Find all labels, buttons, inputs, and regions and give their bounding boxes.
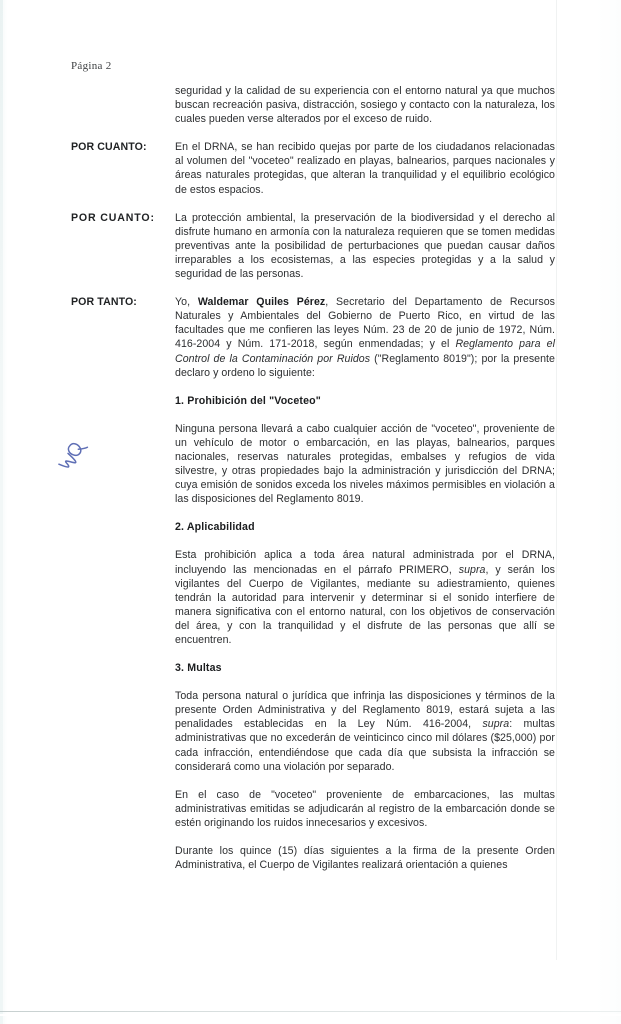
section-paragraph: Ninguna persona llevará a cabo cualquier acción de "voceteo", proveniente de un vehículo de motor o embarcación, en las playas, balnearios, parques nacionales, reservas naturales protegidas, embalses y refugios de vida silvestre, y otras propiedades bajo la administración y jurisdicción del DRNA; cuya emisión de sonidos exceda los niveles máximos permisibles en violación a las disposiciones del Reglamento 8019.	[175, 422, 555, 506]
page-header-number: Página 2	[71, 60, 112, 72]
section-paragraph: Durante los quince (15) días siguientes a la firma de la presente Orden Administrativa, el Cuerpo de Vigilantes realizará orientación a quienes	[175, 845, 555, 872]
clause-label: POR CUANTO:	[71, 211, 155, 224]
section-heading: 3. Multas	[175, 662, 222, 675]
clause-text	[175, 295, 555, 380]
section-paragraph	[175, 548, 555, 647]
document-body	[71, 84, 555, 886]
section-heading: 2. Aplicabilidad	[175, 521, 255, 534]
para-before-italic: Esta prohibición aplica a toda área natural administrada por el DRNA, incluyendo las mencionadas en el párrafo PRIMERO,	[175, 549, 555, 576]
paragraph-block	[71, 84, 555, 126]
regulation-title: Reglamento para el Control de la Contaminación por Ruidos	[175, 338, 555, 365]
para-after-italic: , y serán los vigilantes del Cuerpo de Vigilantes, mediante su adiestramiento, quienes tendrán la autoridad para intervenir y determinar si el sonido interfiere de manera significativa con el entorno natural, con los objetivos de conservación del área, y con la tranquilidad y el disfrute de las personas que allí se encuentren.	[175, 563, 556, 646]
clause-lead: Yo,	[175, 296, 198, 309]
clause-text: En el DRNA, se han recibido quejas por parte de los ciudadanos relacionadas al volumen del "voceteo" realizado en playas, balnearios, parques nacionales y áreas naturales protegidas, que alteran la tranquilidad y el equilibrio ecológico de estos espacios.	[175, 141, 555, 196]
clause-block-por-cuanto-2	[71, 211, 555, 281]
clause-text: La protección ambiental, la preservación de la biodiversidad y el derecho al disfrute humano en armonía con la naturaleza requieren que se tomen medidas preventivas ante la posibilidad de perturbaciones que puedan causar daños irreparables a los ecosistemas, a las especies protegidas y a la salud y seguridad de las personas.	[175, 211, 555, 281]
scan-edge-bottom-highlight	[0, 1014, 621, 1016]
para-before-italic: Toda persona natural o jurídica que infrinja las disposiciones y términos de la presente Orden Administrativa y del Reglamento 8019, estará sujeta a las penalidades establecidas en la Ley Núm. 416-2004,	[175, 690, 555, 731]
secretary-name: Waldemar Quiles Pérez	[197, 296, 326, 309]
latin-term-supra: supra	[458, 563, 486, 576]
clause-block-por-tanto	[71, 295, 555, 380]
section-paragraph	[175, 689, 555, 774]
clause-label: POR TANTO:	[71, 296, 137, 309]
scan-edge-bottom	[0, 1011, 621, 1012]
scan-edge-right	[556, 0, 557, 960]
section-heading: 1. Prohibición del "Voceteo"	[175, 394, 321, 407]
para-after-italic: : multas administrativas que no excederán de veinticinco cinco mil dólares ($25,000) por cada infracción, entendiéndose que cada día que subsista la infracción se considerará como una violación por separado.	[175, 718, 556, 773]
paragraph-text: seguridad y la calidad de su experiencia con el entorno natural ya que muchos buscan recreación pasiva, distracción, sosiego y contacto con la naturaleza, los cuales pueden verse alterados por el exceso de ruido.	[175, 85, 555, 126]
section-prohibicion	[175, 394, 555, 507]
section-paragraph: En el caso de "voceteo" proveniente de embarcaciones, las multas administrativas emitidas se adjudicarán al registro de la embarcación donde se estén originando los ruidos innecesarios y excesivos.	[175, 788, 555, 829]
section-aplicabilidad	[175, 520, 555, 647]
scan-edge-left	[0, 0, 3, 1024]
latin-term-supra: supra	[482, 718, 510, 731]
clause-middle: , Secretario del Departamento de Recursos Naturales y Ambientales del Gobierno de Puerto Rico, en virtud de las facultades que me confieren las leyes Núm. 23 de 20 de junio de 1972, Núm. 416-2004 y Núm. 171-2018, según enmendadas; y el	[175, 296, 555, 351]
clause-label: POR CUANTO:	[71, 141, 147, 154]
clause-tail: ("Reglamento 8019"); por la presente declaro y ordeno lo siguiente:	[175, 352, 555, 379]
clause-block-por-cuanto-1	[71, 140, 555, 196]
section-multas	[175, 661, 555, 872]
